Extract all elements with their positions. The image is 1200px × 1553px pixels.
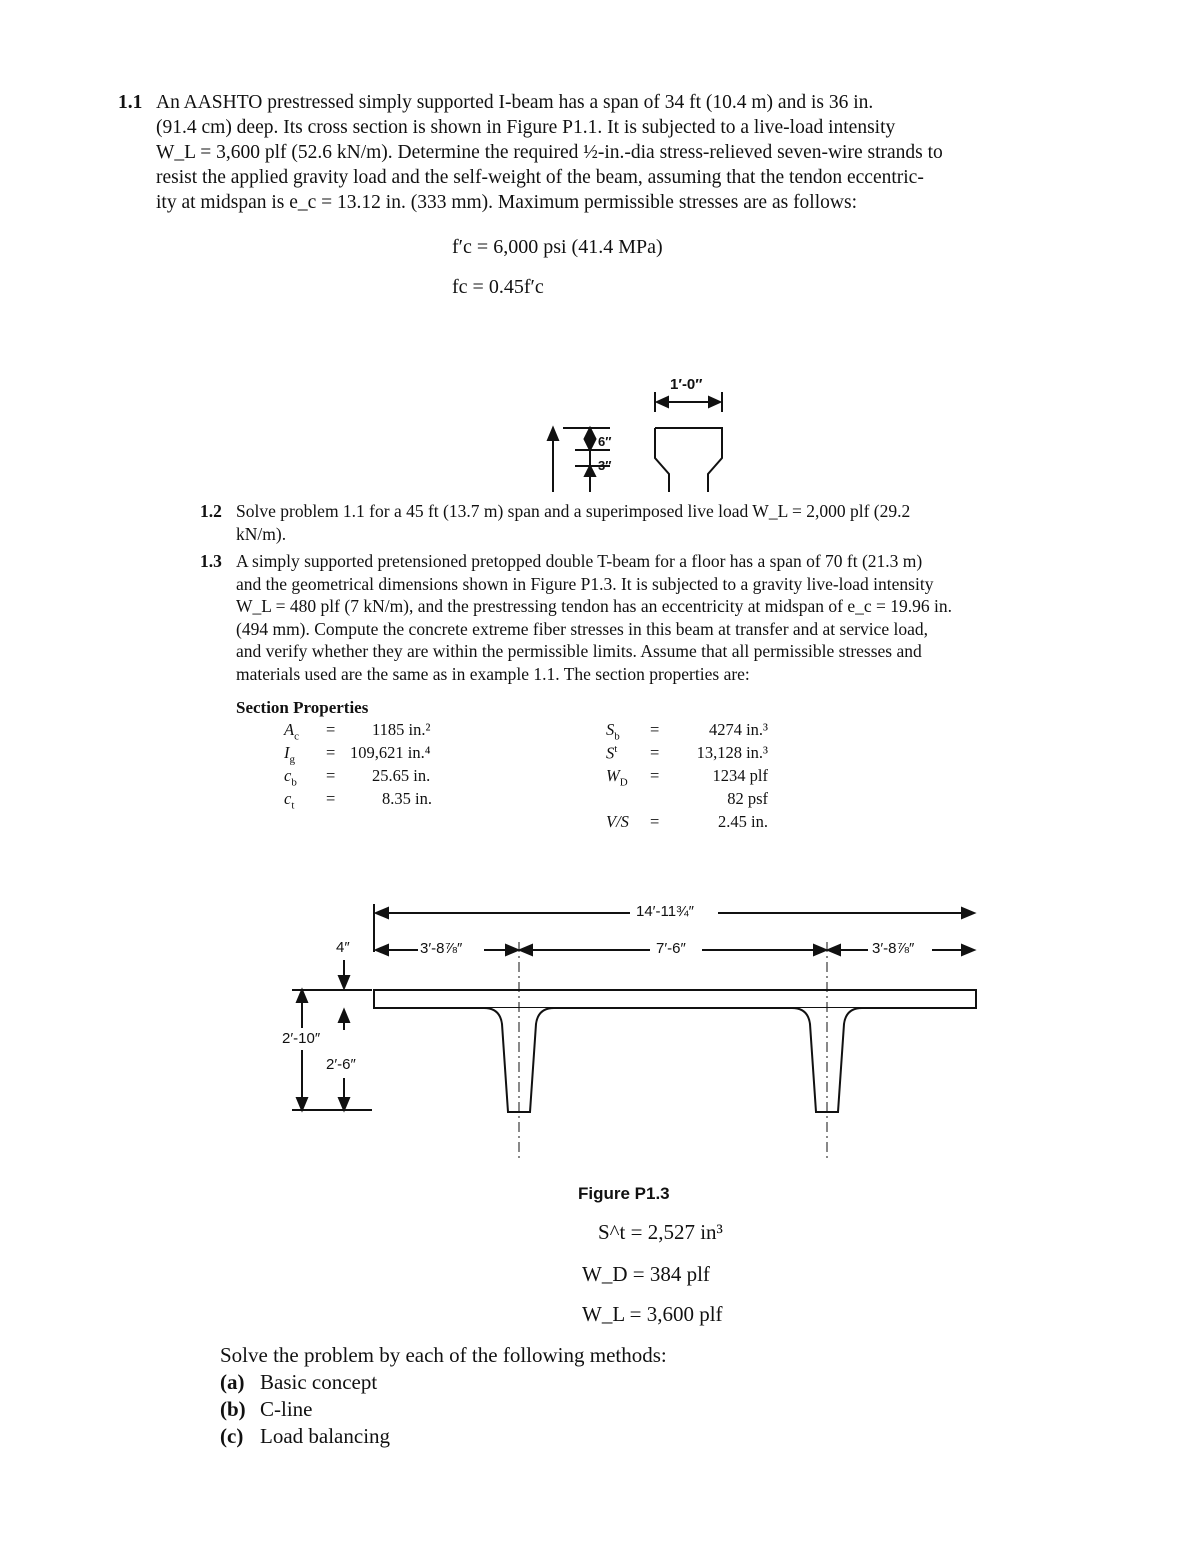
dim-flange-3in: 3″ — [598, 458, 612, 473]
given-wd: W_D = 384 plf — [582, 1262, 710, 1286]
problem-text-line: An AASHTO prestressed simply supported I-beam has a span of 34 ft (10.4 m) and is 36 in. — [156, 92, 874, 113]
property-subscript: b — [291, 776, 297, 789]
method-item — [220, 1369, 667, 1396]
property-value: 109,621 in.⁴ — [350, 743, 431, 762]
property-subscript: g — [289, 753, 295, 766]
property-equals: = — [650, 743, 660, 762]
equation-fc: fc = 0.45f′c — [452, 276, 544, 298]
problem-text-line: W_L = 3,600 plf (52.6 kN/m). Determine the required ½-in.-dia stress-relieved seven-wire strands to — [156, 142, 943, 163]
method-label: (c) — [220, 1424, 244, 1448]
dim-total-depth: 2′-10″ — [282, 1030, 321, 1047]
property-equals: = — [650, 812, 660, 831]
dim-overall-width: 14′-11¾″ — [636, 903, 694, 920]
property-value: 8.35 in. — [382, 789, 432, 808]
given-st: S^t = 2,527 in³ — [598, 1220, 723, 1244]
method-text: C-line — [260, 1397, 313, 1421]
problem-text-line: A simply supported pretensioned pretopped double T-beam for a floor has a span of 70 ft (21.3 m) — [236, 551, 923, 571]
dim-flange-width: 1′-0″ — [670, 376, 703, 393]
property-equals: = — [326, 789, 336, 808]
property-equals: = — [650, 720, 660, 739]
equation-fc-prime: f′c = 6,000 psi (41.4 MPa) — [452, 236, 663, 258]
dim-stem-spacing: 7′-6″ — [656, 940, 686, 957]
dim-flange-thickness: 4″ — [336, 939, 350, 956]
property-value: 1185 in.² — [372, 720, 431, 739]
property-subscript: t — [291, 799, 295, 812]
property-subscript: b — [614, 730, 620, 743]
property-equals: = — [326, 720, 336, 739]
property-equals: = — [326, 766, 336, 785]
property-symbol: S — [606, 720, 615, 739]
property-subscript: D — [619, 776, 628, 789]
given-wl: W_L = 3,600 plf — [582, 1302, 723, 1326]
dim-right-overhang: 3′-8⅞″ — [872, 940, 915, 957]
problem-text-line: W_L = 480 plf (7 kN/m), and the prestressing tendon has an eccentricity at midspan of e_c = 19.96 in. — [236, 596, 952, 616]
property-symbol: S — [606, 743, 615, 763]
property-subscript: t — [614, 743, 618, 755]
property-subscript: c — [294, 730, 299, 743]
method-item — [220, 1396, 667, 1423]
problem-text-line: materials used are the same as in example 1.1. The section properties are: — [236, 663, 750, 684]
problem-number: 1.2 — [200, 501, 222, 521]
property-symbol: V/S — [606, 812, 629, 831]
problem-text-line: and verify whether they are within the permissible limits. Assume that all permissible stresses and — [236, 641, 922, 661]
problem-text-line: ity at midspan is e_c = 13.12 in. (333 mm). Maximum permissible stresses are as follows: — [156, 192, 857, 213]
property-equals: = — [650, 766, 660, 785]
property-value: 2.45 in. — [718, 812, 768, 831]
property-symbol: c — [284, 766, 292, 785]
dim-stem-depth: 2′-6″ — [326, 1056, 356, 1073]
property-value: 13,128 in.³ — [696, 743, 768, 762]
method-text: Load balancing — [260, 1424, 391, 1448]
property-value: 1234 plf — [712, 766, 768, 785]
dim-left-overhang: 3′-8⅞″ — [420, 940, 463, 957]
figure-caption: Figure P1.3 — [578, 1184, 670, 1203]
property-value: 82 psf — [727, 789, 768, 808]
problem-text-line: resist the applied gravity load and the self-weight of the beam, assuming that the tendon eccentric- — [156, 167, 924, 188]
property-symbol: W — [606, 766, 620, 785]
property-equals: = — [326, 743, 336, 762]
property-symbol: I — [284, 743, 290, 762]
section-properties-heading: Section Properties — [236, 698, 369, 717]
method-text: Basic concept — [260, 1370, 378, 1394]
problem-text-line: (91.4 cm) deep. Its cross section is shown in Figure P1.1. It is subjected to a live-load intensity — [156, 117, 896, 138]
method-label: (a) — [220, 1370, 245, 1394]
problem-text-line: Solve problem 1.1 for a 45 ft (13.7 m) span and a superimposed live load W_L = 2,000 plf (29.2 — [236, 501, 911, 521]
problem-number: 1.3 — [200, 551, 222, 571]
problem-text-line: kN/m). — [236, 523, 287, 544]
property-symbol: A — [284, 720, 295, 739]
methods-section — [220, 1342, 667, 1450]
methods-intro: Solve the problem by each of the following methods: — [220, 1343, 667, 1367]
problem-number: 1.1 — [118, 92, 143, 113]
property-symbol: c — [284, 789, 292, 808]
problem-text-line: (494 mm). Compute the concrete extreme fiber stresses in this beam at transfer and at service load, — [236, 618, 928, 639]
property-value: 4274 in.³ — [708, 720, 768, 739]
method-label: (b) — [220, 1397, 246, 1421]
property-value: 25.65 in. — [372, 766, 431, 785]
dim-flange-6in: 6″ — [598, 434, 612, 449]
problem-text-line: and the geometrical dimensions shown in Figure P1.3. It is subjected to a gravity live-load intensity — [236, 573, 934, 594]
method-item — [220, 1423, 667, 1450]
